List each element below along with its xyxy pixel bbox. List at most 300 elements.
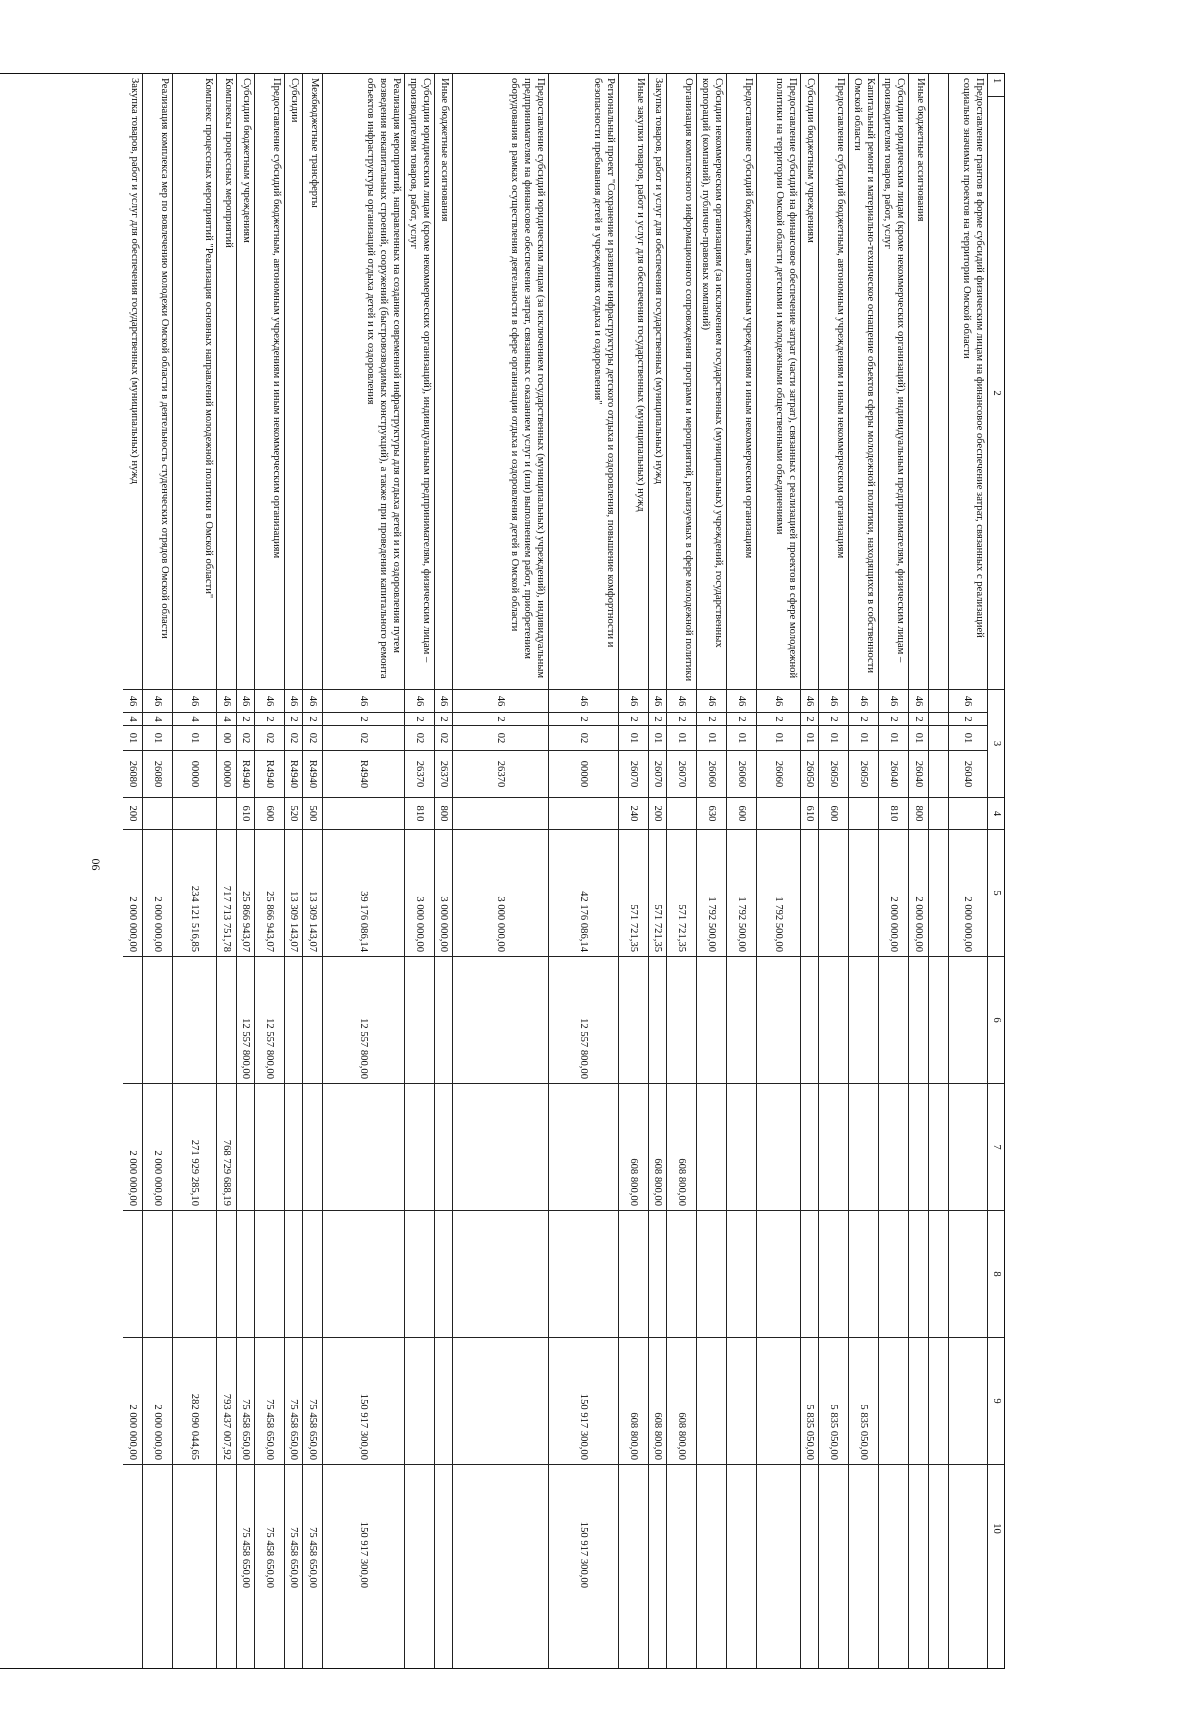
code-program-cell: 46 (217, 690, 236, 713)
amount-col8-cell (879, 1211, 908, 1338)
amount-col7-cell (453, 1084, 548, 1211)
amount-col6-cell: 12 557 800,00 (255, 957, 284, 1084)
amount-col5-cell (801, 830, 818, 957)
budget-table (0, 73, 1005, 1669)
amount-col5-cell (849, 830, 878, 957)
code-type-cell: 4 (143, 713, 172, 726)
table-row (818, 74, 848, 1668)
code-type-cell: 2 (909, 713, 928, 726)
amount-col6-cell (619, 957, 648, 1084)
amount-col7-cell: 2 000 000,00 (123, 1084, 142, 1211)
code-type-cell: 2 (549, 713, 618, 726)
code-structure-cell (929, 726, 948, 751)
amount-col9-cell: 75 458 650,00 (237, 1338, 254, 1465)
amount-col7-cell (819, 1084, 848, 1211)
amount-col10-cell: 75 458 650,00 (288, 1527, 299, 1588)
amount-col7-cell: 2 000 000,00 (143, 1084, 172, 1211)
amount-col9-cell (929, 1338, 948, 1465)
amount-col8-cell (143, 1211, 172, 1338)
code-direction-cell: 26070 (649, 751, 666, 798)
amount-col9-cell: 5 835 050,00 (801, 1338, 818, 1465)
code-program-cell (929, 690, 948, 713)
table-row (254, 74, 284, 1668)
code-structure-cell: 01 (757, 726, 800, 751)
code-structure-cell: 02 (303, 726, 322, 751)
amount-col9-cell: 75 458 650,00 (285, 1338, 302, 1465)
amount-col9-cell: 5 835 050,00 (819, 1338, 848, 1465)
code-direction-cell: 26060 (697, 751, 726, 798)
table-row (236, 74, 254, 1668)
amount-col8-cell (453, 1211, 548, 1338)
code-program-cell: 46 (949, 690, 987, 713)
amount-col8-cell (649, 1211, 666, 1338)
amount-col8-cell (217, 1211, 236, 1338)
code-structure-cell: 02 (405, 726, 434, 751)
amount-col8-cell (285, 1211, 302, 1338)
amount-col10-cell: 75 458 650,00 (240, 1527, 251, 1588)
amount-col8-cell (909, 1211, 928, 1338)
amount-col6-cell (697, 957, 726, 1084)
code-direction-cell: 26040 (879, 751, 908, 798)
amount-col10-cell (727, 1465, 756, 1592)
row-name-cell (929, 74, 948, 690)
expense-type-cell: 810 (879, 798, 908, 830)
code-direction-cell: 26060 (757, 751, 800, 798)
code-program-cell: 46 (697, 690, 726, 713)
amount-col10-cell (801, 1465, 818, 1592)
code-type-cell: 2 (667, 713, 696, 726)
amount-col5-cell: 1 792 500,00 (727, 830, 756, 957)
amount-col8-cell (849, 1211, 878, 1338)
amount-col8-cell (237, 1211, 254, 1338)
amount-col5-cell: 3 000 000,00 (435, 830, 452, 957)
row-name-cell: Реализация комплекса мер по вовлечению молодежи Омской области в деятельность студенческих отрядов Омской области (143, 74, 172, 690)
code-program-cell: 46 (323, 690, 404, 713)
expense-type-cell (549, 798, 618, 830)
amount-col9-cell (949, 1338, 987, 1465)
code-program-cell: 46 (727, 690, 756, 713)
code-type-cell: 2 (949, 713, 987, 726)
code-structure-cell: 02 (435, 726, 452, 751)
amount-col6-cell (217, 957, 236, 1084)
amount-col6-cell: 12 557 800,00 (549, 957, 618, 1084)
table-row (696, 74, 726, 1668)
code-program-cell: 46 (405, 690, 434, 713)
code-structure-cell: 00 (217, 726, 236, 751)
table-row (878, 74, 908, 1668)
amount-col5-cell: 571 721,35 (649, 830, 666, 957)
code-type-cell: 2 (453, 713, 548, 726)
amount-col6-cell: 12 557 800,00 (237, 957, 254, 1084)
expense-type-cell: 600 (255, 798, 284, 830)
amount-col9-cell: 5 835 050,00 (849, 1338, 878, 1465)
code-direction-cell: 26370 (405, 751, 434, 798)
amount-col7-cell (909, 1084, 928, 1211)
code-type-cell: 2 (285, 713, 302, 726)
amount-col10-cell (697, 1465, 726, 1592)
code-direction-cell: R4940 (303, 751, 322, 798)
amount-col7-cell: 608 800,00 (649, 1084, 666, 1211)
code-structure-cell: 01 (143, 726, 172, 751)
code-program-cell: 46 (909, 690, 928, 713)
amount-col5-cell: 25 866 943,07 (255, 830, 284, 957)
code-type-cell: 2 (303, 713, 322, 726)
code-type-cell: 2 (801, 713, 818, 726)
code-type-cell: 2 (849, 713, 878, 726)
row-name-cell: Региональный проект "Сохранение и развитие инфраструктуры детского отдыха и оздоровления, повышение комфортности и безопасности пребывания детей в учреждениях отдыха и оздоровления" (549, 74, 618, 690)
amount-col8-cell (697, 1211, 726, 1338)
expense-type-cell (667, 798, 696, 830)
table-row (216, 74, 236, 1668)
row-name-cell: Иные бюджетные ассигнования (909, 74, 928, 690)
code-program-cell: 46 (285, 690, 302, 713)
amount-col5-cell (929, 830, 948, 957)
row-name-cell: Субсидии бюджетным учреждениям (801, 74, 818, 690)
amount-col7-cell (757, 1084, 800, 1211)
row-name-cell: Иные бюджетные ассигнования (435, 74, 452, 690)
amount-col7-cell (949, 1084, 987, 1211)
amount-col5-cell: 13 309 143,07 (285, 830, 302, 957)
code-program-cell: 46 (819, 690, 848, 713)
code-type-cell: 2 (619, 713, 648, 726)
amount-col6-cell (173, 957, 216, 1084)
table-row (548, 74, 618, 1668)
amount-col6-cell (949, 957, 987, 1084)
amount-col8-cell (667, 1211, 696, 1338)
table-row (284, 74, 302, 1668)
table-row (908, 74, 928, 1668)
amount-col7-cell (801, 1084, 818, 1211)
amount-col8-cell (123, 1211, 142, 1338)
code-program-cell: 46 (667, 690, 696, 713)
amount-col6-cell (757, 957, 800, 1084)
amount-col6-cell (285, 957, 302, 1084)
code-structure-cell: 01 (123, 726, 142, 751)
column-header-5: 5 (988, 830, 1004, 957)
code-type-cell: 2 (237, 713, 254, 726)
amount-col6-cell (123, 957, 142, 1084)
table-row (666, 74, 696, 1668)
code-type-cell: 4 (123, 713, 142, 726)
code-structure-cell: 02 (549, 726, 618, 751)
expense-type-cell (929, 798, 948, 830)
amount-col10-cell (143, 1465, 172, 1592)
amount-col7-cell: 608 800,00 (667, 1084, 696, 1211)
expense-type-cell: 500 (303, 798, 322, 830)
amount-col10-cell (949, 1465, 987, 1592)
expense-type-cell: 610 (237, 798, 254, 830)
amount-col8-cell (405, 1211, 434, 1338)
amount-col7-cell (929, 1084, 948, 1211)
expense-type-cell: 600 (819, 798, 848, 830)
table-row (648, 74, 666, 1668)
amount-col9-cell: 150 917 300,00 (323, 1338, 404, 1465)
code-program-cell: 46 (303, 690, 322, 713)
code-direction-cell: 00000 (173, 751, 216, 798)
row-name-cell: Субсидии некоммерческим организациям (за исключением государственных (муниципальных) учреждений, государственных корпораций (компаний), публично-правовых компаний) (697, 74, 726, 690)
expense-type-cell: 600 (727, 798, 756, 830)
expense-type-cell: 200 (123, 798, 142, 830)
expense-type-cell (757, 798, 800, 830)
expense-type-cell (143, 798, 172, 830)
amount-col7-cell (727, 1084, 756, 1211)
code-program-cell: 46 (549, 690, 618, 713)
amount-col9-cell: 75 458 650,00 (255, 1338, 284, 1465)
column-header-1: 1 (988, 74, 1004, 97)
amount-col8-cell (949, 1211, 987, 1338)
code-structure-cell: 01 (649, 726, 666, 751)
amount-col10-cell (217, 1465, 236, 1592)
code-structure-cell: 02 (255, 726, 284, 751)
code-structure-cell: 01 (619, 726, 648, 751)
amount-col10-cell (123, 1465, 142, 1592)
amount-col8-cell (801, 1211, 818, 1338)
code-type-cell: 2 (405, 713, 434, 726)
code-direction-cell: 00000 (549, 751, 618, 798)
table-row (302, 74, 322, 1668)
amount-col7-cell (303, 1084, 322, 1211)
code-direction-cell: 26050 (801, 751, 818, 798)
row-name-cell: Закупка товаров, работ и услуг для обеспечения государственных (муниципальных) нужд (123, 74, 142, 690)
code-type-cell: 2 (727, 713, 756, 726)
amount-col5-cell: 571 721,35 (667, 830, 696, 957)
expense-type-cell: 610 (801, 798, 818, 830)
row-name-cell: Комплекс процессных мероприятий "Реализация основных направлений молодежной политики в Омской области" (173, 74, 216, 690)
amount-col5-cell: 1 792 500,00 (697, 830, 726, 957)
amount-col6-cell (453, 957, 548, 1084)
amount-col9-cell (757, 1338, 800, 1465)
amount-col10-cell (667, 1465, 696, 1592)
row-name-cell: Предоставление субсидий юридическим лицам (за исключением государственных (муниципальных) учреждений), индивидуальным предпринимателям на финансовое обеспечение затрат, связанных с оказанием услуг и (или) выполнением работ, приобретением оборудования в рамках осуществления деятельности в сфере организации отдыха и оздоровления детей в Омской области (453, 74, 548, 690)
code-direction-cell: R4940 (323, 751, 404, 798)
amount-col9-cell (453, 1338, 548, 1465)
amount-col7-cell (697, 1084, 726, 1211)
amount-col5-cell: 2 000 000,00 (879, 830, 908, 957)
expense-type-cell (453, 798, 548, 830)
expense-type-cell (849, 798, 878, 830)
table-row (848, 74, 878, 1668)
code-program-cell: 46 (123, 690, 142, 713)
amount-col10-cell (849, 1465, 878, 1592)
amount-col8-cell (819, 1211, 848, 1338)
amount-col6-cell (819, 957, 848, 1084)
amount-col9-cell (405, 1338, 434, 1465)
row-name-cell: Организация комплексного информационного сопровождения программ и мероприятий, реализуемых в сфере молодежной политики (667, 74, 696, 690)
code-type-cell: 2 (879, 713, 908, 726)
amount-col8-cell (173, 1211, 216, 1338)
code-type-cell: 4 (217, 713, 236, 726)
code-type-cell: 2 (255, 713, 284, 726)
code-direction-cell: 26050 (819, 751, 848, 798)
amount-col10-cell (619, 1465, 648, 1592)
amount-col8-cell (255, 1211, 284, 1338)
code-direction-cell: 26080 (143, 751, 172, 798)
amount-col5-cell: 3 000 000,00 (405, 830, 434, 957)
expense-type-cell: 200 (649, 798, 666, 830)
amount-col7-cell (849, 1084, 878, 1211)
table-row (142, 74, 172, 1668)
code-direction-cell: 00000 (217, 751, 236, 798)
code-direction-cell: 26060 (727, 751, 756, 798)
expense-type-cell: 800 (435, 798, 452, 830)
code-type-cell: 2 (435, 713, 452, 726)
amount-col5-cell: 2 000 000,00 (143, 830, 172, 957)
amount-col6-cell (909, 957, 928, 1084)
code-structure-cell: 02 (237, 726, 254, 751)
amount-col10-cell (405, 1465, 434, 1592)
code-type-cell: 2 (819, 713, 848, 726)
row-name-cell: Предоставление субсидий бюджетным, автономным учреждениям и иным некоммерческим организациям (255, 74, 284, 690)
expense-type-cell: 520 (285, 798, 302, 830)
amount-col9-cell (727, 1338, 756, 1465)
code-structure-cell: 01 (879, 726, 908, 751)
code-structure-cell: 02 (285, 726, 302, 751)
code-program-cell: 46 (255, 690, 284, 713)
code-structure-cell: 01 (801, 726, 818, 751)
amount-col6-cell (801, 957, 818, 1084)
table-row (756, 74, 800, 1668)
code-type-cell: 2 (697, 713, 726, 726)
amount-col5-cell: 571 721,35 (619, 830, 648, 957)
amount-col6-cell (727, 957, 756, 1084)
amount-col5-cell: 717 713 751,78 (217, 830, 236, 957)
table-row (404, 74, 434, 1668)
amount-col10-cell: 150 917 300,00 (358, 1521, 369, 1588)
page-number: 90 (88, 858, 103, 871)
column-header-2: 2 (988, 97, 1004, 690)
code-direction-cell: R4940 (237, 751, 254, 798)
table-row (800, 74, 818, 1668)
code-type-cell: 4 (173, 713, 216, 726)
amount-col5-cell: 42 176 086,14 (549, 830, 618, 957)
code-program-cell: 46 (849, 690, 878, 713)
amount-col9-cell (435, 1338, 452, 1465)
amount-col6-cell (405, 957, 434, 1084)
amount-col9-cell: 75 458 650,00 (303, 1338, 322, 1465)
expense-type-cell: 630 (697, 798, 726, 830)
code-program-cell: 46 (757, 690, 800, 713)
row-name-cell: Межбюджетные трансферты (303, 74, 322, 690)
expense-type-cell (323, 798, 404, 830)
amount-col7-cell (255, 1084, 284, 1211)
amount-col8-cell (323, 1211, 404, 1338)
amount-col6-cell (879, 957, 908, 1084)
code-structure-cell: 01 (909, 726, 928, 751)
code-direction-cell: 26370 (435, 751, 452, 798)
code-program-cell: 46 (879, 690, 908, 713)
table-row (948, 74, 987, 1668)
expense-type-cell (949, 798, 987, 830)
amount-col9-cell: 2 000 000,00 (143, 1338, 172, 1465)
amount-col6-cell (303, 957, 322, 1084)
amount-col7-cell (435, 1084, 452, 1211)
amount-col10-cell (819, 1465, 848, 1592)
amount-col5-cell: 39 176 086,14 (323, 830, 404, 957)
code-structure-cell: 01 (173, 726, 216, 751)
code-direction-cell (929, 751, 948, 798)
amount-col7-cell (405, 1084, 434, 1211)
amount-col9-cell (909, 1338, 928, 1465)
amount-col6-cell (649, 957, 666, 1084)
code-type-cell (929, 713, 948, 726)
amount-col10-cell (435, 1465, 452, 1592)
amount-col10-cell (929, 1465, 948, 1592)
amount-col6-cell (929, 957, 948, 1084)
amount-col6-cell (143, 957, 172, 1084)
code-direction-cell: 26080 (123, 751, 142, 798)
amount-col7-cell (323, 1084, 404, 1211)
amount-col8-cell (757, 1211, 800, 1338)
row-name-cell: Реализация мероприятий, направленных на создание современной инфраструктуры для отдыха детей и их оздоровления путем возведения некапитальных строений, сооружений (быстровозводимых конструкций), а также при проведении капитального ремонта объектов инфраструктуры организаций отдыха детей и их оздоровления (323, 74, 404, 690)
amount-col8-cell (929, 1211, 948, 1338)
code-type-cell: 2 (323, 713, 404, 726)
expense-type-cell: 800 (909, 798, 928, 830)
amount-col7-cell: 271 929 285,10 (173, 1084, 216, 1211)
row-name-cell: Капитальный ремонт и материально-техническое оснащение объектов сферы молодежной политики, находящихся в собственности Омской области (849, 74, 878, 690)
amount-col5-cell: 2 000 000,00 (949, 830, 987, 957)
amount-col5-cell: 234 121 516,85 (173, 830, 216, 957)
column-header-3: 3 (988, 690, 1004, 798)
code-direction-cell: R4940 (255, 751, 284, 798)
row-name-cell: Предоставление субсидий бюджетным, автономным учреждениям и иным некоммерческим организациям (819, 74, 848, 690)
amount-col10-cell (909, 1465, 928, 1592)
row-name-cell: Субсидии юридическим лицам (кроме некоммерческих организаций), индивидуальным предпринимателям, физическим лицам – производителям товаров, работ, услуг (405, 74, 434, 690)
amount-col9-cell (879, 1338, 908, 1465)
code-direction-cell: 26070 (619, 751, 648, 798)
amount-col10-cell (453, 1465, 548, 1592)
amount-col5-cell: 3 000 000,00 (453, 830, 548, 957)
code-program-cell: 46 (173, 690, 216, 713)
amount-col9-cell: 150 917 300,00 (549, 1338, 618, 1465)
row-name-cell: Предоставление грантов в форме субсидий физическим лицам на финансовое обеспечение затрат, связанных с реализацией социально значимых проектов на территории Омской области (949, 74, 987, 690)
column-header-9: 9 (988, 1338, 1004, 1465)
column-header-10: 10 (991, 1523, 1002, 1534)
code-direction-cell: 26050 (849, 751, 878, 798)
table-row (618, 74, 648, 1668)
code-direction-cell: 26040 (909, 751, 928, 798)
expense-type-cell (173, 798, 216, 830)
amount-col9-cell: 608 800,00 (649, 1338, 666, 1465)
amount-col8-cell (727, 1211, 756, 1338)
row-name-cell: Субсидии бюджетным учреждениям (237, 74, 254, 690)
table-row (928, 74, 948, 1668)
amount-col7-cell (879, 1084, 908, 1211)
code-structure-cell: 02 (323, 726, 404, 751)
amount-col7-cell (237, 1084, 254, 1211)
amount-col10-cell (879, 1465, 908, 1592)
code-type-cell: 2 (649, 713, 666, 726)
column-header-7: 7 (988, 1084, 1004, 1211)
amount-col9-cell: 608 800,00 (667, 1338, 696, 1465)
code-structure-cell: 01 (849, 726, 878, 751)
amount-col10-cell (649, 1465, 666, 1592)
amount-col10-cell (173, 1465, 216, 1592)
table-row (452, 74, 548, 1668)
code-structure-cell: 01 (727, 726, 756, 751)
row-name-cell: Предоставление субсидий на финансовое обеспечение затрат (части затрат), связанных с реализацией проектов в сфере молодежной политики на территории Омской области детскими и молодежными общественными объединениями (757, 74, 800, 690)
table-row (172, 74, 216, 1668)
amount-col10-cell (757, 1465, 800, 1592)
amount-col9-cell: 282 090 044,65 (173, 1338, 216, 1465)
table-row (322, 74, 404, 1668)
header-row (987, 74, 1004, 1668)
code-structure-cell: 01 (697, 726, 726, 751)
code-structure-cell: 01 (667, 726, 696, 751)
amount-col8-cell (549, 1211, 618, 1338)
amount-col8-cell (303, 1211, 322, 1338)
amount-col5-cell (819, 830, 848, 957)
expense-type-cell (217, 798, 236, 830)
